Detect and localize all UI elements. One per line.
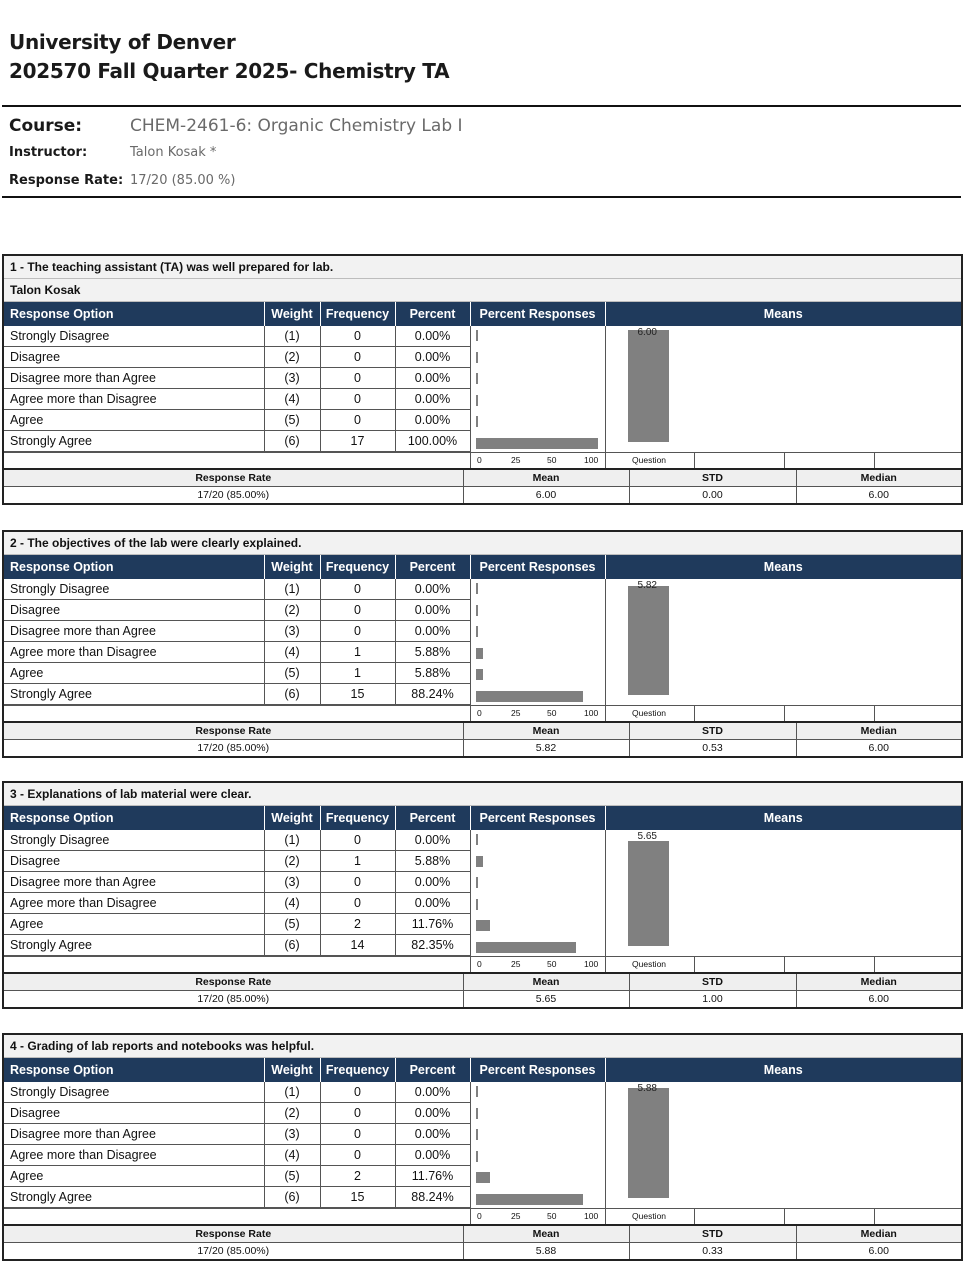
col-response-option: Response Option [4, 302, 264, 326]
instructor-value: Talon Kosak * [130, 145, 217, 160]
col-means: Means [605, 806, 961, 830]
response-option: Agree more than Disagree [4, 389, 264, 410]
axis-tick: 100 [584, 455, 599, 465]
response-percent: 11.76% [395, 914, 470, 935]
col-frequency: Frequency [320, 806, 395, 830]
stats-median: 6.00 [868, 1245, 889, 1257]
response-percent: 0.00% [395, 347, 470, 368]
percent-bar [476, 1129, 478, 1140]
response-percent: 0.00% [395, 410, 470, 431]
percent-bar [476, 1194, 584, 1205]
response-weight: (3) [264, 621, 320, 642]
response-frequency: 0 [320, 1145, 395, 1166]
response-weight: (4) [264, 893, 320, 914]
question-instructor: Talon Kosak [4, 279, 961, 302]
response-option: Strongly Disagree [4, 830, 264, 851]
response-weight: (1) [264, 1082, 320, 1103]
stats-table [4, 1224, 961, 1259]
response-percent: 0.00% [395, 1145, 470, 1166]
stats-median: 6.00 [868, 489, 889, 501]
response-weight: (3) [264, 368, 320, 389]
percent-bar [476, 1086, 478, 1097]
response-weight: (6) [264, 1187, 320, 1208]
response-option: Strongly Disagree [4, 1082, 264, 1103]
response-frequency: 0 [320, 1124, 395, 1145]
response-percent: 100.00% [395, 431, 470, 452]
stats-std: 1.00 [629, 991, 796, 1008]
axis-tick: 25 [511, 708, 521, 718]
axis-question-label: Question [632, 455, 667, 465]
response-frequency: 1 [320, 642, 395, 663]
stats-header-std: STD [629, 469, 796, 487]
response-frequency: 0 [320, 347, 395, 368]
response-option: Disagree [4, 600, 264, 621]
stats-header-rate: Response Rate [4, 1225, 463, 1243]
response-option: Disagree more than Agree [4, 621, 264, 642]
stats-rate: 17/20 (85.00%) [4, 487, 463, 504]
percent-bar-chart [470, 1082, 605, 1208]
col-frequency: Frequency [320, 1058, 395, 1082]
percent-bar [476, 330, 478, 341]
col-percent: Percent [395, 806, 470, 830]
stats-header-std: STD [629, 722, 796, 740]
axis-tick: 100 [584, 708, 599, 718]
stats-header-row [4, 722, 961, 740]
percent-bar [476, 626, 478, 637]
percent-bar [476, 669, 483, 680]
response-weight: (4) [264, 1145, 320, 1166]
response-option: Agree more than Disagree [4, 1145, 264, 1166]
response-weight: (6) [264, 935, 320, 956]
col-response-option: Response Option [4, 806, 264, 830]
percent-bar [476, 438, 598, 449]
response-frequency: 15 [320, 684, 395, 705]
instructor-label: Instructor: [9, 145, 88, 160]
response-frequency: 0 [320, 1082, 395, 1103]
response-weight: (2) [264, 851, 320, 872]
response-weight: (2) [264, 347, 320, 368]
response-frequency: 0 [320, 830, 395, 851]
means-chart [605, 1082, 961, 1208]
stats-std: 0.00 [629, 487, 796, 504]
response-percent: 0.00% [395, 1103, 470, 1124]
stats-header-row [4, 1225, 961, 1243]
col-means: Means [605, 555, 961, 579]
col-frequency: Frequency [320, 302, 395, 326]
table-header-row [4, 1058, 961, 1082]
response-percent: 88.24% [395, 684, 470, 705]
response-rate-label: Response Rate: [9, 173, 124, 188]
course-label: Course: [9, 116, 83, 136]
response-percent: 0.00% [395, 368, 470, 389]
response-percent: 0.00% [395, 389, 470, 410]
response-frequency: 0 [320, 600, 395, 621]
response-rate-value: 17/20 (85.00 %) [130, 173, 236, 188]
question-title: 1 - The teaching assistant (TA) was well prepared for lab. [4, 256, 961, 279]
response-percent: 11.76% [395, 1166, 470, 1187]
percent-bar [476, 1151, 478, 1162]
col-response-option: Response Option [4, 555, 264, 579]
response-weight: (3) [264, 1124, 320, 1145]
stats-header-median: Median [796, 722, 961, 740]
col-percent-responses: Percent Responses [470, 806, 605, 830]
term-title: 202570 Fall Quarter 2025- Chemistry TA [9, 59, 450, 83]
response-option: Strongly Disagree [4, 326, 264, 347]
response-weight: (4) [264, 389, 320, 410]
response-weight: (2) [264, 600, 320, 621]
col-means: Means [605, 302, 961, 326]
table-header-row [4, 806, 961, 830]
stats-header-rate: Response Rate [4, 722, 463, 740]
stats-header-mean: Mean [463, 469, 629, 487]
percent-bar [476, 899, 478, 910]
mean-bar [628, 1088, 669, 1198]
response-weight: (5) [264, 410, 320, 431]
response-frequency: 2 [320, 1166, 395, 1187]
response-frequency: 1 [320, 663, 395, 684]
col-percent-responses: Percent Responses [470, 555, 605, 579]
stats-value-row [4, 1243, 961, 1260]
response-percent: 0.00% [395, 326, 470, 347]
means-chart [605, 579, 961, 705]
response-frequency: 0 [320, 326, 395, 347]
response-percent: 82.35% [395, 935, 470, 956]
divider-bottom [2, 196, 961, 198]
response-weight: (6) [264, 684, 320, 705]
axis-tick: 25 [511, 959, 521, 969]
percent-bar [476, 856, 483, 867]
response-option: Agree [4, 410, 264, 431]
question-title: 2 - The objectives of the lab were clearly explained. [4, 532, 961, 555]
col-weight: Weight [264, 555, 320, 579]
response-weight: (1) [264, 830, 320, 851]
table-row [4, 830, 961, 851]
report-header [9, 28, 449, 86]
col-percent: Percent [395, 555, 470, 579]
question-block [2, 781, 963, 1009]
percent-bar [476, 395, 478, 406]
stats-value-row [4, 487, 961, 504]
response-option: Disagree [4, 1103, 264, 1124]
col-percent: Percent [395, 302, 470, 326]
axis-tick: 25 [511, 1211, 521, 1221]
stats-header-median: Median [796, 469, 961, 487]
response-table [4, 302, 961, 452]
stats-header-std: STD [629, 1225, 796, 1243]
axis-row [4, 705, 961, 721]
col-frequency: Frequency [320, 555, 395, 579]
response-frequency: 0 [320, 1103, 395, 1124]
mean-bar-label: 6.00 [637, 327, 657, 338]
percent-bar [476, 605, 478, 616]
response-frequency: 0 [320, 410, 395, 431]
response-frequency: 0 [320, 621, 395, 642]
response-frequency: 2 [320, 914, 395, 935]
percent-bar [476, 834, 478, 845]
response-weight: (5) [264, 914, 320, 935]
mean-bar-label: 5.82 [637, 580, 657, 591]
response-option: Strongly Agree [4, 431, 264, 452]
stats-header-std: STD [629, 973, 796, 991]
divider-top [2, 105, 961, 107]
response-weight: (5) [264, 663, 320, 684]
response-percent: 0.00% [395, 830, 470, 851]
col-percent-responses: Percent Responses [470, 1058, 605, 1082]
percent-bar [476, 1172, 490, 1183]
response-weight: (6) [264, 431, 320, 452]
stats-header-row [4, 973, 961, 991]
response-option: Strongly Disagree [4, 579, 264, 600]
response-percent: 5.88% [395, 663, 470, 684]
axis-question-label: Question [632, 708, 667, 718]
axis-row [4, 1208, 961, 1224]
stats-header-median: Median [796, 973, 961, 991]
col-percent: Percent [395, 1058, 470, 1082]
stats-header-row [4, 469, 961, 487]
response-frequency: 0 [320, 872, 395, 893]
axis-tick: 50 [547, 708, 557, 718]
stats-table [4, 721, 961, 756]
response-weight: (3) [264, 872, 320, 893]
response-frequency: 17 [320, 431, 395, 452]
percent-bar [476, 416, 478, 427]
percent-bar [476, 648, 483, 659]
axis-question-label: Question [632, 959, 667, 969]
percent-bar-chart [470, 326, 605, 452]
stats-std: 0.53 [629, 740, 796, 757]
axis-tick: 0 [477, 455, 482, 465]
response-frequency: 15 [320, 1187, 395, 1208]
axis-question-label: Question [632, 1211, 667, 1221]
stats-rate: 17/20 (85.00%) [4, 991, 463, 1008]
stats-header-mean: Mean [463, 1225, 629, 1243]
stats-mean: 5.65 [463, 991, 629, 1008]
response-frequency: 0 [320, 893, 395, 914]
course-value: CHEM-2461-6: Organic Chemistry Lab I [130, 116, 463, 136]
col-weight: Weight [264, 302, 320, 326]
response-percent: 0.00% [395, 1124, 470, 1145]
stats-mean: 5.82 [463, 740, 629, 757]
stats-header-rate: Response Rate [4, 973, 463, 991]
response-frequency: 0 [320, 389, 395, 410]
response-weight: (2) [264, 1103, 320, 1124]
response-frequency: 0 [320, 579, 395, 600]
percent-bar [476, 920, 490, 931]
question-title: 3 - Explanations of lab material were clear. [4, 783, 961, 806]
col-weight: Weight [264, 1058, 320, 1082]
response-percent: 0.00% [395, 579, 470, 600]
response-table [4, 555, 961, 705]
stats-median: 6.00 [868, 742, 889, 754]
stats-mean: 5.88 [463, 1243, 629, 1260]
response-option: Agree more than Disagree [4, 893, 264, 914]
table-row [4, 326, 961, 347]
stats-header-median: Median [796, 1225, 961, 1243]
percent-bar [476, 352, 478, 363]
stats-rate: 17/20 (85.00%) [4, 740, 463, 757]
question-title: 4 - Grading of lab reports and notebooks was helpful. [4, 1035, 961, 1058]
response-option: Agree more than Disagree [4, 642, 264, 663]
means-chart [605, 326, 961, 452]
stats-header-mean: Mean [463, 722, 629, 740]
response-weight: (1) [264, 579, 320, 600]
stats-mean: 6.00 [463, 487, 629, 504]
question-block [2, 530, 963, 758]
percent-bar [476, 877, 478, 888]
response-option: Disagree more than Agree [4, 368, 264, 389]
percent-bar-chart [470, 579, 605, 705]
response-percent: 0.00% [395, 893, 470, 914]
mean-bar-label: 5.65 [637, 831, 657, 842]
col-weight: Weight [264, 806, 320, 830]
table-row [4, 1082, 961, 1103]
stats-rate: 17/20 (85.00%) [4, 1243, 463, 1260]
response-frequency: 1 [320, 851, 395, 872]
percent-bar [476, 1108, 478, 1119]
mean-bar [628, 330, 669, 442]
response-percent: 0.00% [395, 621, 470, 642]
axis-tick: 100 [584, 959, 599, 969]
response-table [4, 806, 961, 956]
response-percent: 0.00% [395, 872, 470, 893]
percent-bar [476, 373, 478, 384]
response-option: Agree [4, 1166, 264, 1187]
university-name: University of Denver [9, 30, 236, 54]
axis-tick: 0 [477, 1211, 482, 1221]
response-option: Disagree more than Agree [4, 1124, 264, 1145]
stats-median: 6.00 [868, 993, 889, 1005]
response-option: Strongly Agree [4, 1187, 264, 1208]
axis-row [4, 452, 961, 468]
response-percent: 0.00% [395, 1082, 470, 1103]
response-option: Agree [4, 914, 264, 935]
response-weight: (1) [264, 326, 320, 347]
response-option: Disagree more than Agree [4, 872, 264, 893]
response-percent: 5.88% [395, 851, 470, 872]
percent-bar-chart [470, 830, 605, 956]
table-header-row [4, 302, 961, 326]
stats-table [4, 468, 961, 503]
response-weight: (5) [264, 1166, 320, 1187]
means-chart [605, 830, 961, 956]
axis-tick: 50 [547, 1211, 557, 1221]
table-header-row [4, 555, 961, 579]
response-option: Agree [4, 663, 264, 684]
response-option: Disagree [4, 347, 264, 368]
axis-tick: 0 [477, 708, 482, 718]
response-table [4, 1058, 961, 1208]
mean-bar-label: 5.88 [637, 1083, 657, 1094]
axis-tick: 25 [511, 455, 521, 465]
question-block [2, 1033, 963, 1261]
col-response-option: Response Option [4, 1058, 264, 1082]
percent-bar [476, 942, 576, 953]
response-option: Strongly Agree [4, 935, 264, 956]
stats-value-row [4, 740, 961, 757]
axis-tick: 0 [477, 959, 482, 969]
mean-bar [628, 586, 669, 695]
response-frequency: 14 [320, 935, 395, 956]
axis-tick: 50 [547, 959, 557, 969]
response-percent: 88.24% [395, 1187, 470, 1208]
col-means: Means [605, 1058, 961, 1082]
axis-tick: 50 [547, 455, 557, 465]
axis-tick: 100 [584, 1211, 599, 1221]
response-weight: (4) [264, 642, 320, 663]
percent-bar [476, 691, 584, 702]
stats-value-row [4, 991, 961, 1008]
response-option: Strongly Agree [4, 684, 264, 705]
percent-bar [476, 583, 478, 594]
response-option: Disagree [4, 851, 264, 872]
question-block [2, 254, 963, 505]
stats-header-rate: Response Rate [4, 469, 463, 487]
stats-header-mean: Mean [463, 973, 629, 991]
axis-row [4, 956, 961, 972]
stats-std: 0.33 [629, 1243, 796, 1260]
mean-bar [628, 841, 669, 946]
response-frequency: 0 [320, 368, 395, 389]
response-percent: 0.00% [395, 600, 470, 621]
response-percent: 5.88% [395, 642, 470, 663]
col-percent-responses: Percent Responses [470, 302, 605, 326]
table-row [4, 579, 961, 600]
stats-table [4, 972, 961, 1007]
